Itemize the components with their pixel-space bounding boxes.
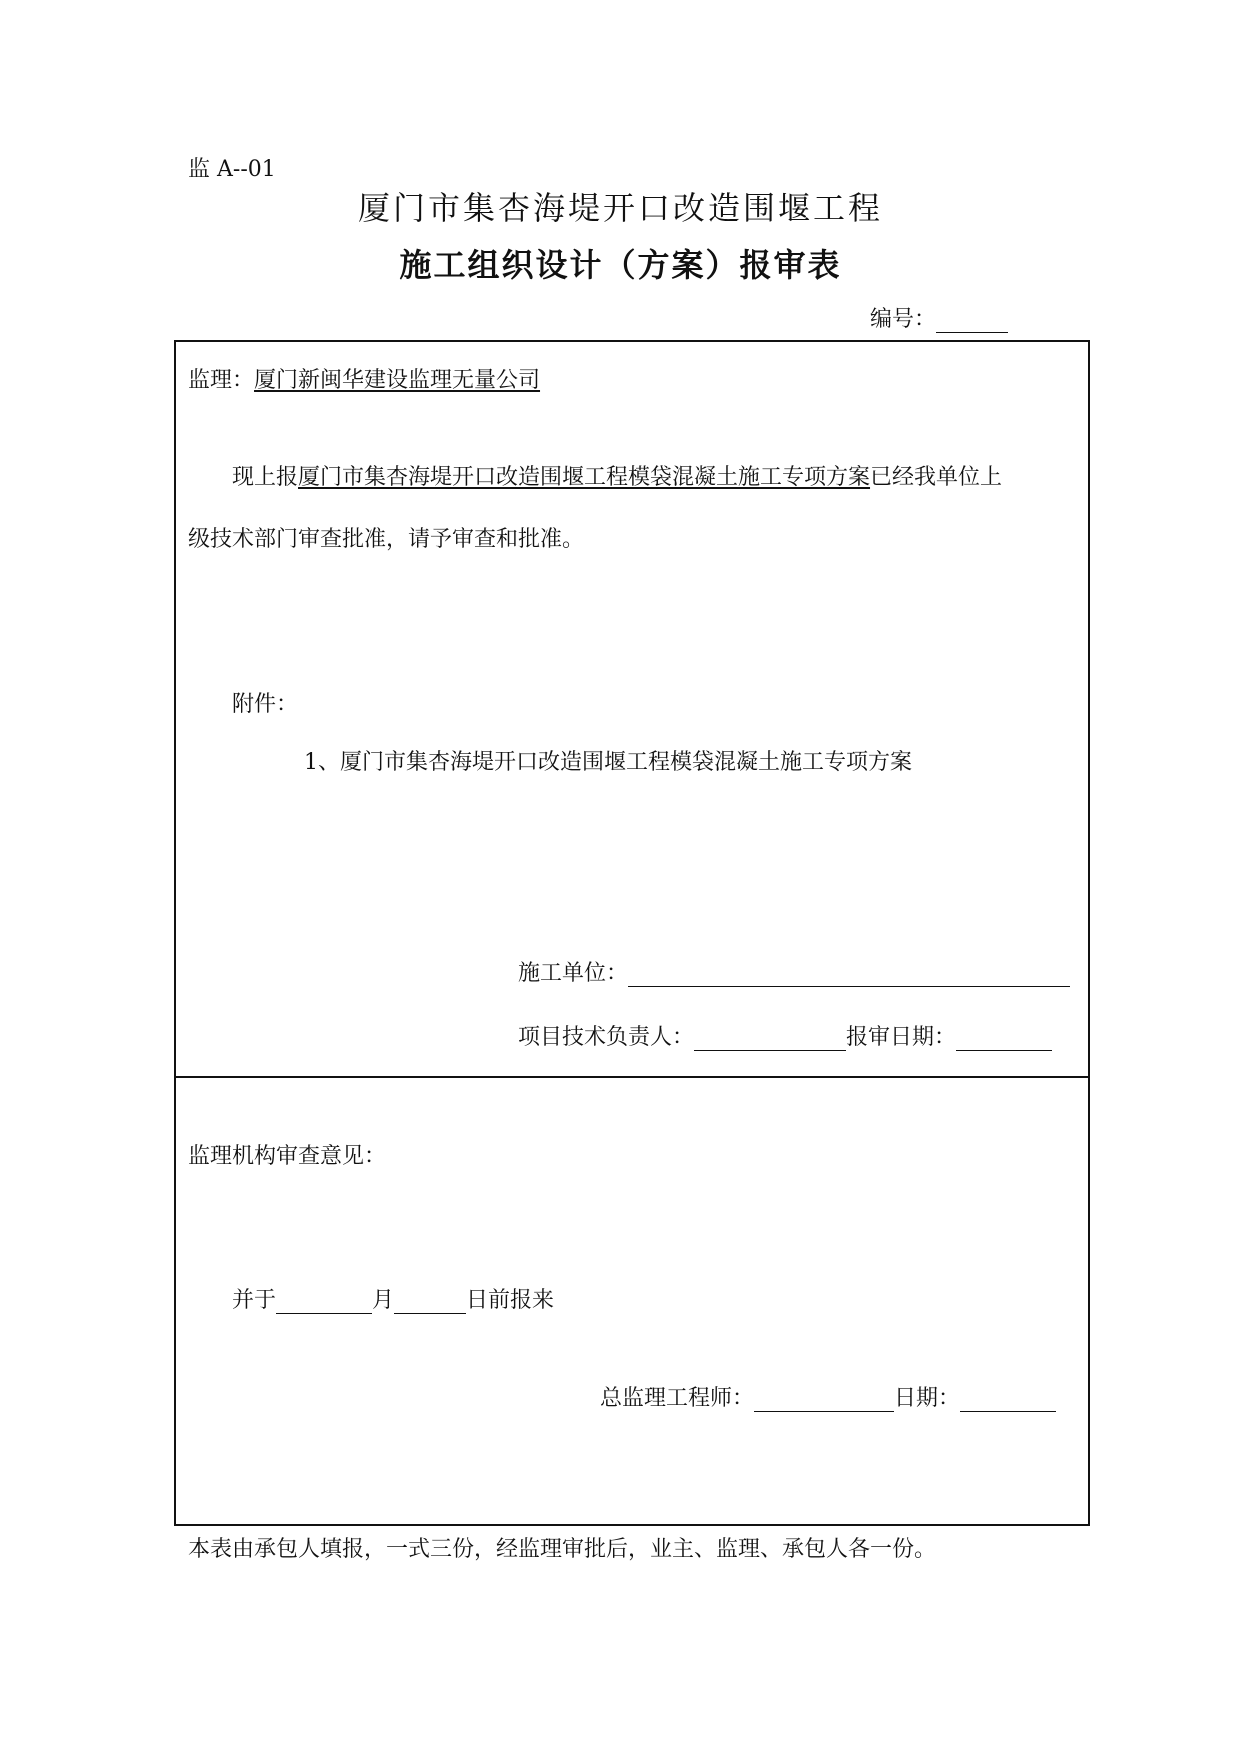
deadline-line[interactable] xyxy=(232,1283,554,1314)
attachment-item: 1、厦门市集杏海堤开口改造围堰工程模袋混凝土施工专项方案 xyxy=(304,750,912,775)
review-date-blank[interactable] xyxy=(960,1389,1056,1412)
deadline-prefix: 并于 xyxy=(232,1288,277,1313)
chief-engineer-field[interactable] xyxy=(600,1381,1056,1412)
serial-number-blank[interactable] xyxy=(936,310,1008,333)
report-line-2: 级技术部门审查批准，请予审查和批准。 xyxy=(188,527,585,552)
supervisor-name: 厦门新闽华建设监理无量公司 xyxy=(254,368,541,393)
chief-engineer-blank[interactable] xyxy=(754,1389,894,1412)
serial-number-label: 编号： xyxy=(870,307,937,332)
form-table xyxy=(174,340,1090,1526)
attachment-label: 附件： xyxy=(232,692,299,717)
report-prefix: 现上报 xyxy=(232,465,299,490)
footer-note: 本表由承包人填报，一式三份，经监理审批后，业主、监理、承包人各一份。 xyxy=(188,1537,937,1562)
serial-number-field[interactable] xyxy=(870,302,1008,333)
tech-lead-label: 项目技术负责人： xyxy=(518,1025,695,1050)
report-line-1 xyxy=(232,460,1002,491)
supervisor-line xyxy=(188,363,540,394)
document-title: 厦门市集杏海堤开口改造围堰工程 xyxy=(357,189,883,227)
submit-date-label: 报审日期： xyxy=(846,1025,957,1050)
contractor-field[interactable] xyxy=(518,956,1070,987)
chief-engineer-label: 总监理工程师： xyxy=(600,1386,755,1411)
section-divider xyxy=(174,1076,1090,1078)
contractor-blank[interactable] xyxy=(628,964,1070,987)
review-date-label: 日期： xyxy=(894,1386,961,1411)
supervisor-label: 监理： xyxy=(188,368,255,393)
deadline-month-blank[interactable] xyxy=(276,1291,372,1314)
contractor-label: 施工单位： xyxy=(518,961,629,986)
deadline-month-label: 月 xyxy=(372,1288,395,1313)
tech-lead-blank[interactable] xyxy=(694,1028,846,1051)
deadline-day-blank[interactable] xyxy=(394,1291,466,1314)
report-subject: 厦门市集杏海堤开口改造围堰工程模袋混凝土施工专项方案 xyxy=(298,465,871,490)
deadline-suffix: 日前报来 xyxy=(466,1288,555,1313)
document-subtitle: 施工组织设计（方案）报审表 xyxy=(399,246,842,284)
review-opinion-label: 监理机构审查意见： xyxy=(188,1144,387,1169)
report-suffix: 已经我单位上 xyxy=(870,465,1003,490)
form-code: 监 A--01 xyxy=(188,157,276,182)
tech-lead-field[interactable] xyxy=(518,1020,1052,1051)
submit-date-blank[interactable] xyxy=(956,1028,1052,1051)
